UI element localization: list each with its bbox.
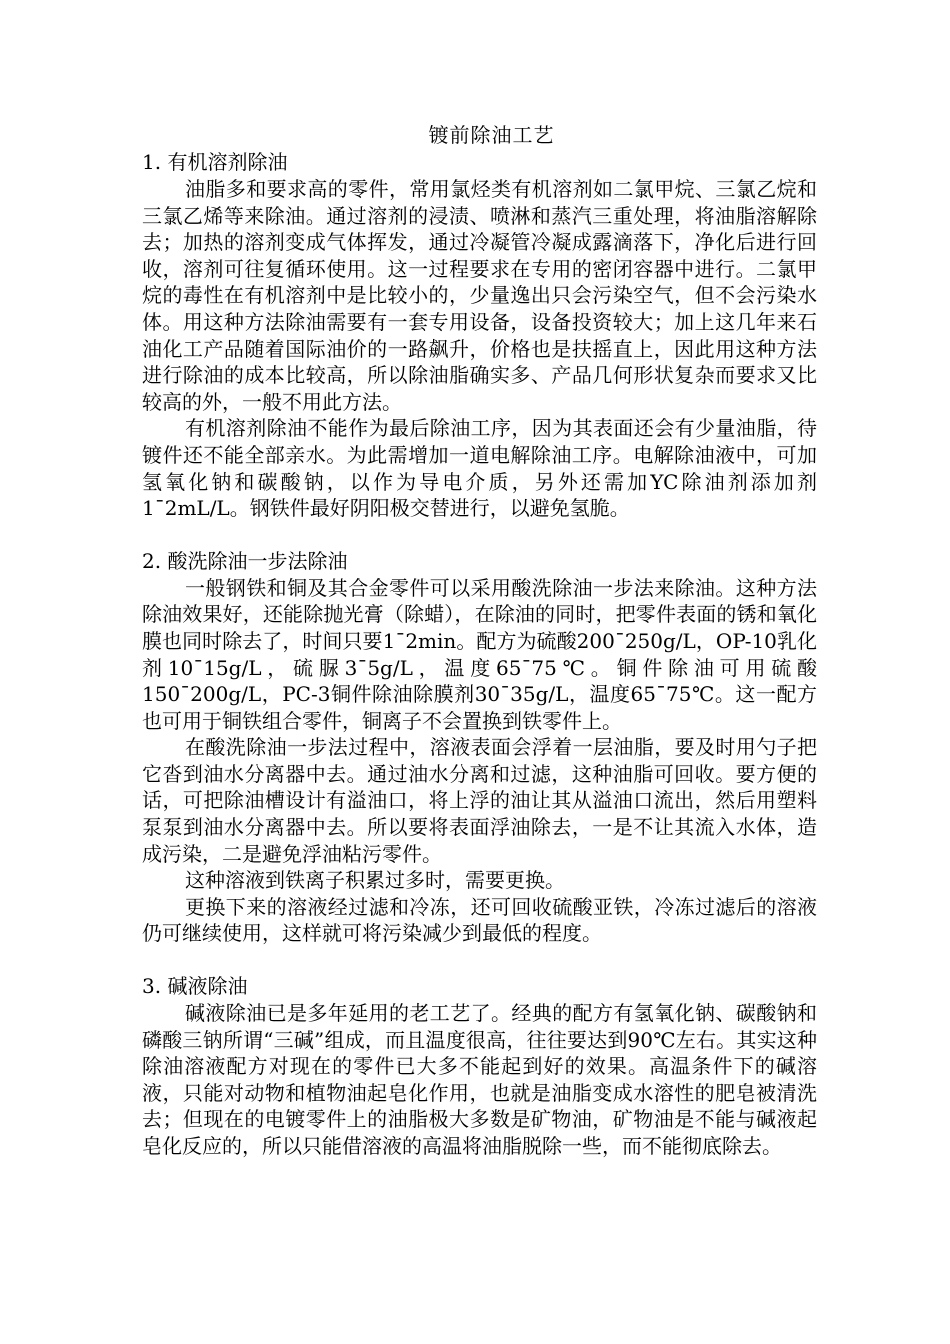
section-1-paragraph-1: 油脂多和要求高的零件，常用氯烃类有机溶剂如二氯甲烷、三氯乙烷和三氯乙烯等来除油。通过溶剂的浸渍、喷淋和蒸汽三重处理，将油脂溶解除去；加热的溶剂变成气体挥发，通过冷凝管冷凝成露滴落下，净化后进行回收，溶剂可往复循环使用。这一过程要求在专用的密闭容器中进行。二氯甲烷的毒性在有机溶剂中是比较小的，少量逸出只会污染空气，但不会污染水体。用这种方法除油需要有一套专用设备，设备投资较大；加上这几年来石油化工产品随着国际油价的一路飙升，价格也是扶摇直上，因此用这种方法进行除油的成本比较高，所以除油脂确实多、产品几何形状复杂而要求又比较高的外，一般不用此方法。 [142,177,817,414]
document-body [142,122,817,1160]
section-spacer [142,522,817,548]
section-1-heading: 1. 有机溶剂除油 [142,150,288,174]
section-2-heading: 2. 酸洗除油一步法除油 [142,548,348,573]
section-1-paragraph-2: 有机溶剂除油不能作为最后除油工序，因为其表面还会有少量油脂，待镀件还不能全部亲水。为此需增加一道电解除油工序。电解除油液中，可加氢氧化钠和碳酸钠，以作为导电介质，另外还需加YC除油剂添加剂1¯2mL/L。钢铁件最好阴阳极交替进行，以避免氢脆。 [142,416,817,521]
section-2-paragraph-2: 在酸洗除油一步法过程中，溶液表面会浮着一层油脂，要及时用勺子把它沓到油水分离器中去。通过油水分离和过滤，这种油脂可回收。要方便的话，可把除油槽设计有溢油口，将上浮的油让其从溢油口流出，然后用塑料泵泵到油水分离器中去。所以要将表面浮油除去，一是不让其流入水体，造成污染，二是避免浮油粘污零件。 [142,735,817,866]
section-3-paragraph-1: 碱液除油已是多年延用的老工艺了。经典的配方有氢氧化钠、碳酸钠和磷酸三钠所谓“三碱”组成，而且温度很高，往往要达到90℃左右。其实这种除油溶液配方对现在的零件已大多不能起到好的效果。高温条件下的碱溶液，只能对动物和植物油起皂化作用，也就是油脂变成水溶性的肥皂被清洗去；但现在的电镀零件上的油脂极大多数是矿物油，矿物油是不能与碱液起皂化反应的，所以只能借溶液的高温将油脂脱除一些，而不能彻底除去。 [142,1001,817,1158]
section-2-paragraph-4: 更换下来的溶液经过滤和冷冻，还可回收硫酸亚铁，冷冻过滤后的溶液仍可继续使用，这样就可将污染减少到最低的程度。 [142,894,817,946]
document-title: 镀前除油工艺 [428,123,555,147]
section-2-paragraph-3: 这种溶液到铁离子积累过多时，需要更换。 [185,868,565,893]
section-2-paragraph-1: 一般钢铁和铜及其合金零件可以采用酸洗除油一步法来除油。这种方法除油效果好，还能除抛光膏（除蜡），在除油的同时，把零件表面的锈和氧化膜也同时除去了，时间只要1¯2min。配方为硫酸200¯250g/L，OP-10乳化剂10¯15g/L，硫脲3¯5g/L，温度65¯75℃。铜件除油可用硫酸150¯200g/L，PC-3铜件除油除膜剂30¯35g/L，温度65¯75℃。这一配方也可用于铜铁组合零件，铜离子不会置换到铁零件上。 [142,575,817,733]
section-spacer [142,947,817,973]
section-3-heading: 3. 碱液除油 [142,974,248,999]
